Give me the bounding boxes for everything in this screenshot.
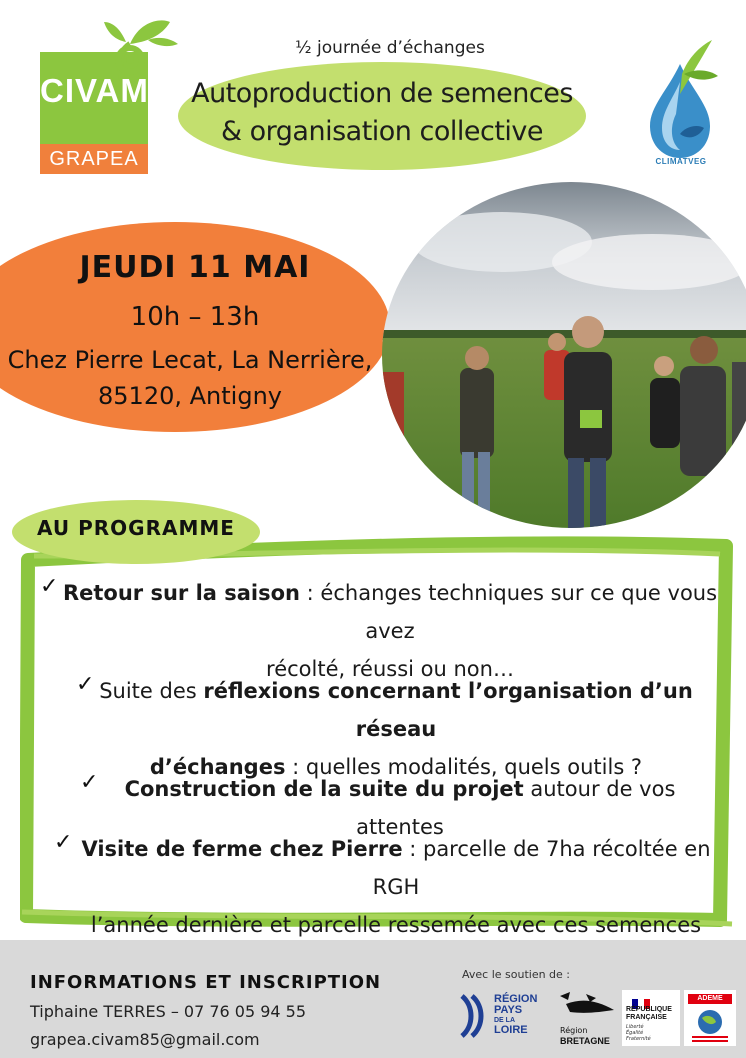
civam-logo-subtext: GRAPEA — [40, 144, 148, 174]
program-item-1-text2: récolté, réussi ou non… — [266, 657, 514, 681]
civam-logo-text: CIVAM — [40, 72, 149, 109]
region-bretagne-mark-icon — [556, 990, 618, 1024]
ademe-globe-icon — [688, 1006, 732, 1044]
region-pdl-line4: LOIRE — [494, 1024, 528, 1036]
checkmark-icon: ✓ — [80, 770, 99, 795]
ademe-label: ADEME — [688, 994, 732, 1004]
region-bretagne-line2: BRETAGNE — [560, 1036, 610, 1046]
program-item-1-text1: : échanges techniques sur ce que vous avez — [300, 581, 718, 643]
region-pdl-line1: RÉGION — [494, 993, 538, 1005]
region-pdl-line3: DE LA — [494, 1017, 515, 1024]
event-title-line1: Autoproduction de semences — [191, 78, 573, 109]
event-date: JEUDI 11 MAI — [79, 250, 311, 285]
rf-line1: RÉPUBLIQUE — [626, 1006, 672, 1013]
region-bretagne-line1: Région — [560, 1026, 588, 1035]
program-item-2 — [96, 672, 696, 786]
info-title: INFORMATIONS ET INSCRIPTION — [30, 972, 382, 993]
program-item-2-bold1: réflexions concernant l’organisation d’un réseau — [203, 679, 693, 741]
checkmark-icon: ✓ — [54, 830, 73, 855]
event-title-line2: & organisation collective — [221, 116, 543, 147]
support-label: Avec le soutien de : — [462, 968, 571, 981]
program-item-3-text1: autour de vos attentes — [356, 777, 676, 839]
climatveg-label: CLIMATVEG — [655, 157, 707, 166]
rf-motto-1: Liberté — [626, 1024, 644, 1030]
program-item-1-bold: Retour sur la saison — [62, 581, 300, 605]
field-visit-photo — [382, 182, 746, 528]
program-item-4 — [76, 830, 716, 944]
program-item-3-bold: Construction de la suite du projet — [124, 777, 524, 801]
event-place — [0, 342, 380, 414]
region-pdl-line2: PAYS — [494, 1004, 523, 1016]
program-item-4-text1: : parcelle de 7ha récoltée en RGH — [372, 837, 711, 899]
republique-francaise-logo — [622, 990, 680, 1046]
rf-line2: FRANÇAISE — [626, 1014, 667, 1021]
rf-motto-3: Fraternité — [626, 1036, 651, 1042]
program-item-2-bold2: d’échanges — [149, 755, 286, 779]
checkmark-icon: ✓ — [76, 672, 95, 697]
event-place-line1: Chez Pierre Lecat, La Nerrière, — [7, 346, 373, 374]
program-item-4-text2: l’année dernière et parcelle ressemée avec ces semences — [90, 913, 702, 937]
climatveg-logo-icon — [640, 34, 722, 170]
ademe-logo — [684, 990, 736, 1046]
program-item-4-bold: Visite de ferme chez Pierre — [81, 837, 403, 861]
program-heading: AU PROGRAMME — [37, 516, 235, 540]
event-subtitle: ½ journée d’échanges — [295, 38, 485, 58]
program-item-2-text2: : quelles modalités, quels outils ? — [285, 755, 643, 779]
french-flag-icon — [632, 994, 650, 1004]
event-title — [178, 75, 586, 151]
contact-name-phone: Tiphaine TERRES – 07 76 05 94 55 — [30, 1002, 307, 1021]
event-time: 10h – 13h — [130, 302, 260, 332]
rf-motto-2: Égalité — [626, 1030, 644, 1036]
region-pays-de-la-loire-logo — [460, 990, 550, 1042]
event-place-line2: 85120, Antigny — [98, 382, 282, 410]
checkmark-icon: ✓ — [40, 574, 59, 599]
program-item-1 — [60, 574, 720, 688]
contact-email: grapea.civam85@gmail.com — [30, 1030, 260, 1049]
region-pdl-mark-icon — [460, 990, 492, 1042]
region-bretagne-logo — [556, 990, 618, 1046]
program-item-2-pre: Suite des — [99, 679, 204, 703]
